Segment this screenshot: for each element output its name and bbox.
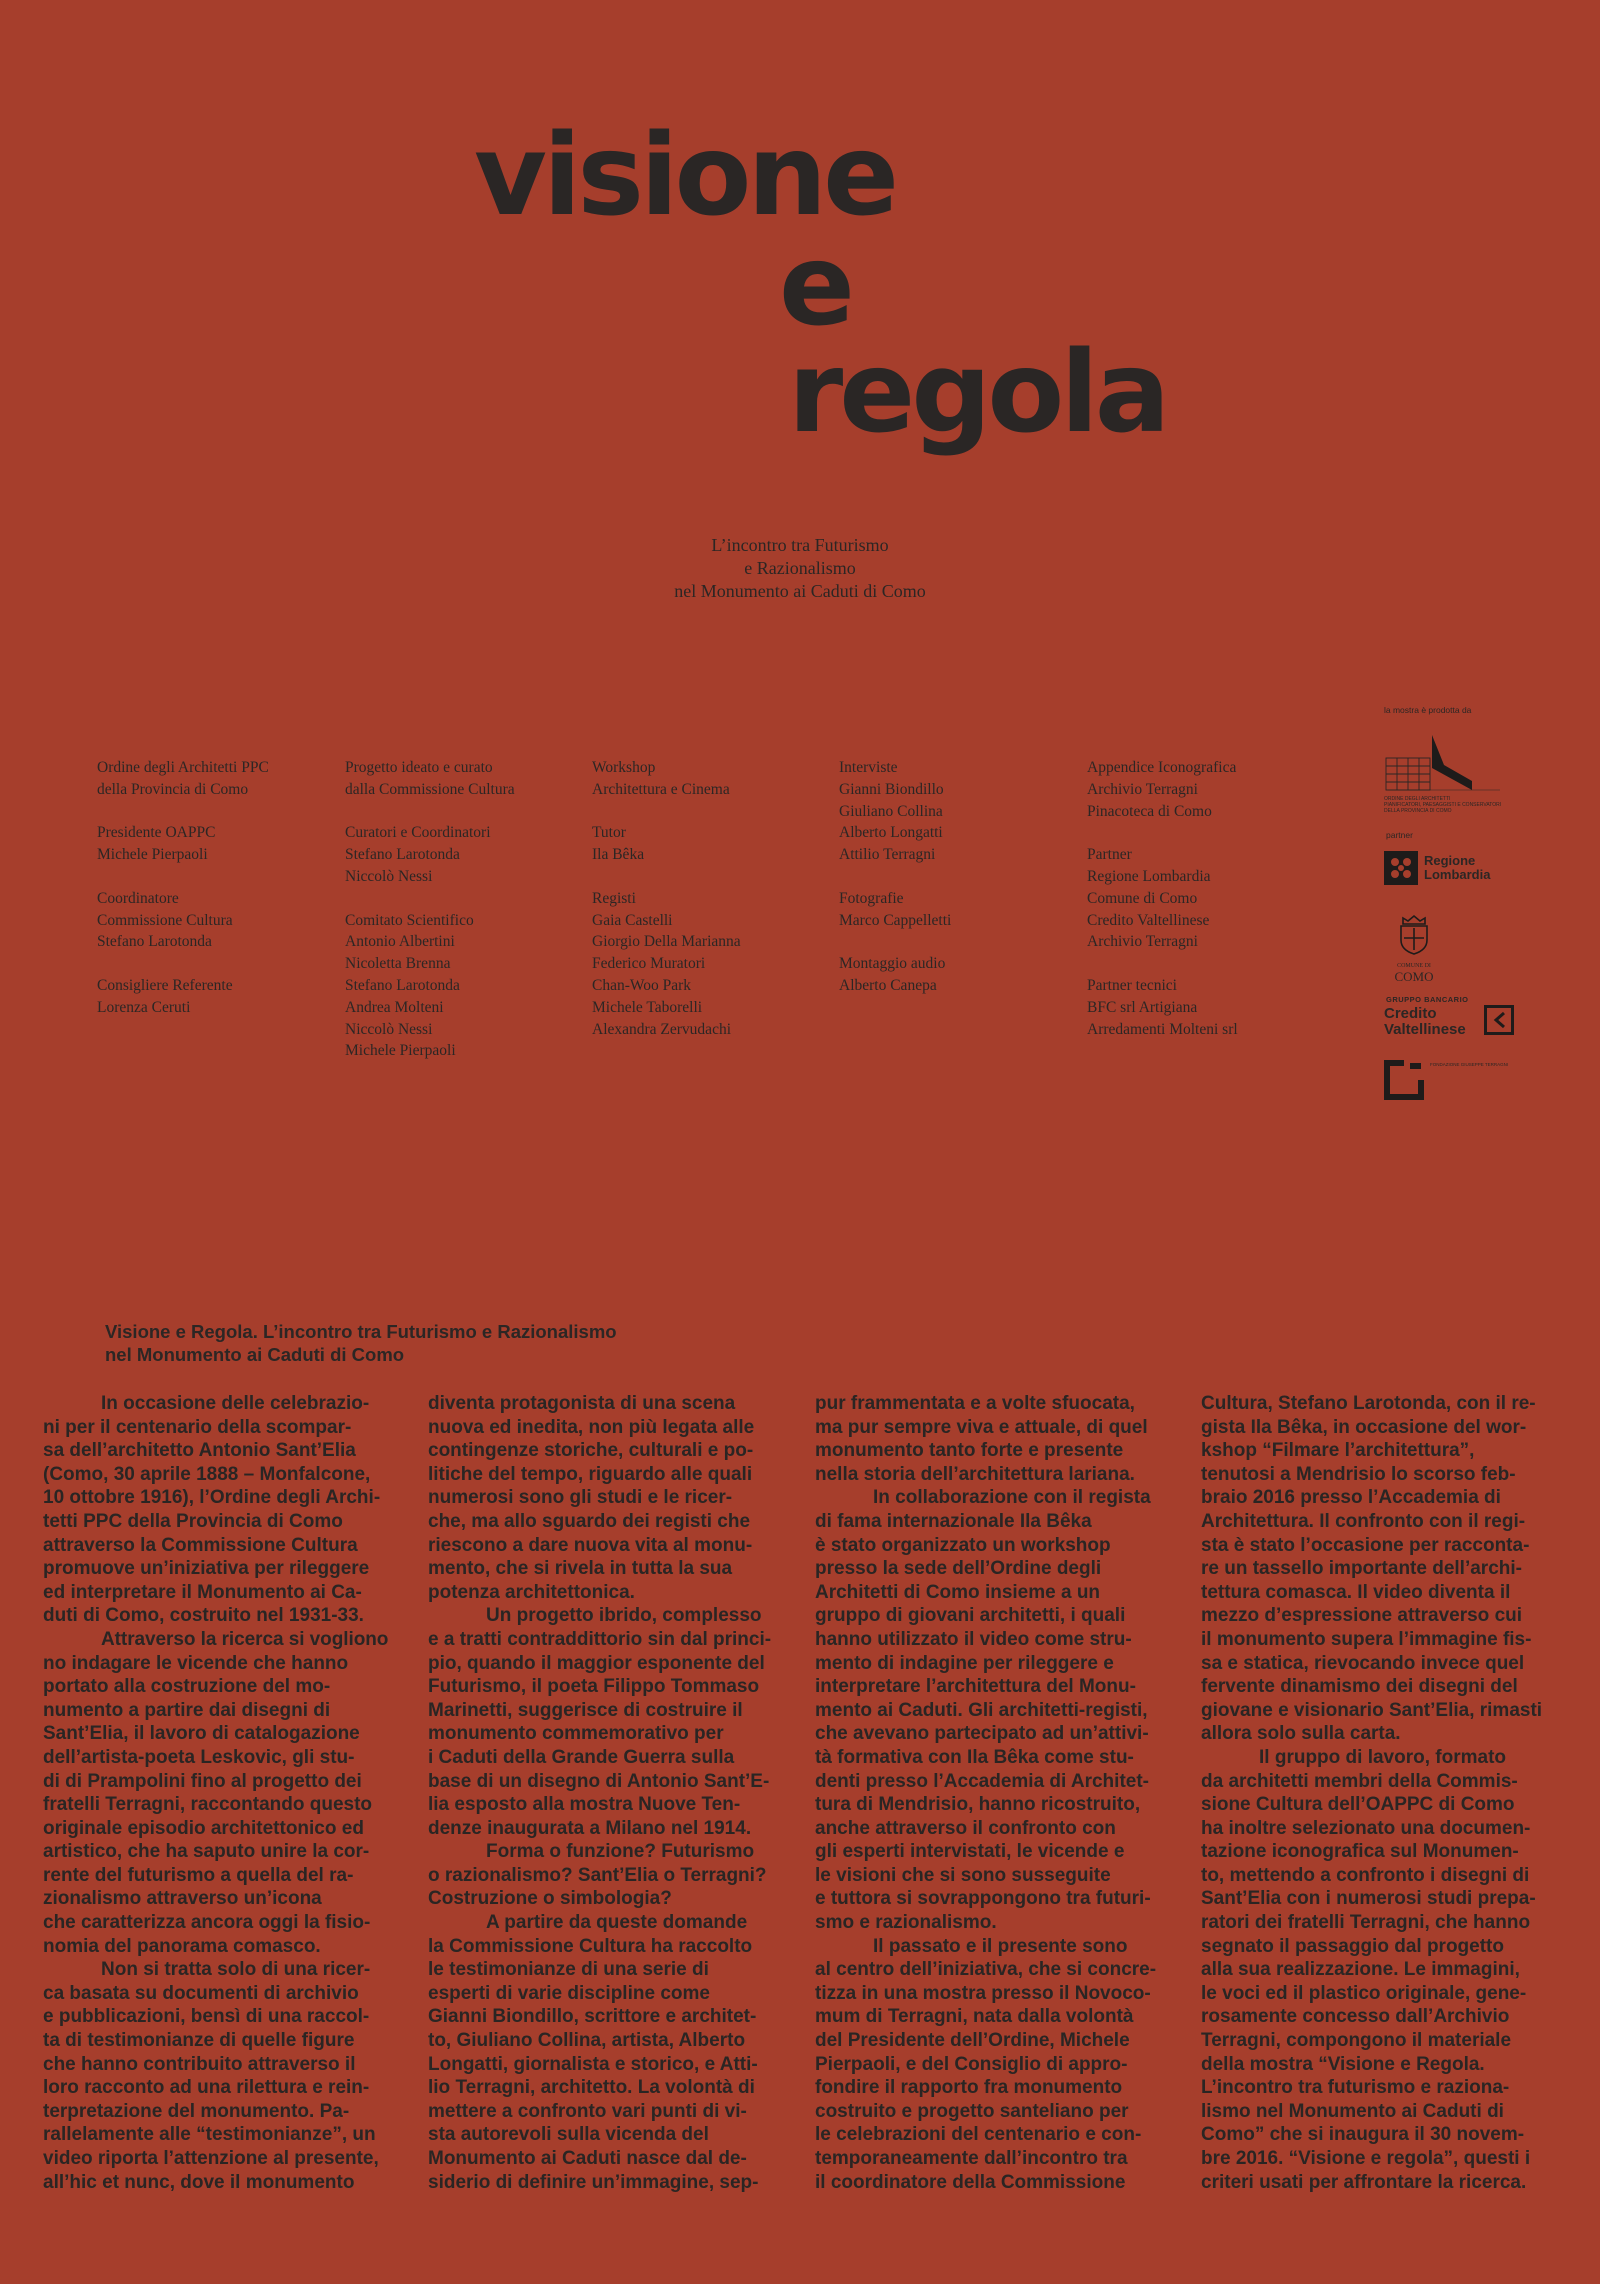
essay-line: pur frammentata e a volte sfuocata, bbox=[815, 1393, 1135, 1414]
essay-line: pio, quando il maggior esponente del bbox=[428, 1652, 765, 1674]
credit-line: Alberto Canepa bbox=[839, 976, 937, 994]
essay-line: Attraverso la ricerca si vogliono bbox=[101, 1628, 389, 1650]
essay-line: lismo nel Monumento ai Caduti di bbox=[1201, 2100, 1504, 2122]
credit-line: Commissione Cultura bbox=[97, 911, 233, 929]
essay-line: della mostra “Visione e Regola. bbox=[1201, 2053, 1485, 2075]
essay-line: In occasione delle celebrazio- bbox=[101, 1393, 370, 1414]
essay-line: giovane e visionario Sant’Elia, rimasti bbox=[1201, 1699, 1543, 1721]
fondazione-terragni-logo bbox=[1384, 1060, 1424, 1100]
credit-line: Niccolò Nessi bbox=[345, 1020, 433, 1038]
essay-line: sta è stato l’occasione per racconta- bbox=[1201, 1534, 1530, 1556]
essay-line: video riporta l’attenzione al presente, bbox=[43, 2148, 379, 2169]
essay-line: nuova ed inedita, non più legata alle bbox=[428, 1416, 755, 1438]
essay-line: base di un disegno di Antonio Sant’E- bbox=[428, 1770, 770, 1792]
credit-line: Michele Pierpaoli bbox=[345, 1042, 456, 1060]
essay-line: dell’artista-poeta Leskovic, gli stu- bbox=[43, 1746, 355, 1768]
essay-line: rosamente concesso dall’Archivio bbox=[1201, 2006, 1510, 2028]
credit-line: Consigliere Referente bbox=[97, 976, 233, 994]
essay-line: tà formativa con Ila Bêka come stu- bbox=[815, 1746, 1134, 1768]
credit-line: Alexandra Zervudachi bbox=[592, 1020, 732, 1038]
essay-line: sa e statica, rievocando invece quel bbox=[1201, 1652, 1525, 1674]
essay-line: sione Cultura dell’OAPPC di Como bbox=[1201, 1794, 1515, 1816]
essay-line: mento ai Caduti. Gli architetti-registi, bbox=[815, 1699, 1148, 1721]
essay-line: Sant’Elia con i numerosi studi prepa- bbox=[1201, 1888, 1536, 1910]
essay-heading: Visione e Regola. L’incontro tra Futurismo e Razionalismo nel Monumento ai Caduti di Como bbox=[105, 1321, 617, 1365]
essay-line: duti di Como, costruito nel 1931-33. bbox=[43, 1605, 364, 1627]
credit-line: Coordinatore bbox=[97, 889, 179, 907]
credit-line: BFC srl Artigiana bbox=[1087, 998, 1198, 1016]
essay-column-3 bbox=[815, 1392, 1160, 2194]
essay-line: monumento commemorativo per bbox=[428, 1723, 724, 1745]
essay-line: Pierpaoli, e del Consiglio di appro- bbox=[815, 2053, 1128, 2075]
credito-valtellinese-logo: GRUPPO BANCARIO Credito Valtellinese bbox=[1384, 995, 1469, 1037]
essay-line: attraverso la Commissione Cultura bbox=[43, 1534, 358, 1556]
credit-line: Registi bbox=[592, 889, 636, 907]
essay-line: e tuttora si sovrappongono tra futuri- bbox=[815, 1888, 1151, 1910]
essay-line: Il passato e il presente sono bbox=[873, 1935, 1128, 1957]
essay-line: criteri usati per affrontare la ricerca. bbox=[1201, 2171, 1527, 2193]
credit-line: Appendice Iconografica bbox=[1087, 759, 1237, 776]
essay-line: o razionalismo? Sant’Elia o Terragni? bbox=[428, 1864, 767, 1886]
essay-line: segnato il passaggio dal progetto bbox=[1201, 1935, 1504, 1957]
credit-line: Regione Lombardia bbox=[1087, 867, 1211, 885]
essay-line: In collaborazione con il regista bbox=[873, 1487, 1151, 1509]
essay-line: interpretare l’architettura del Monu- bbox=[815, 1676, 1136, 1698]
essay-line: tettura comasca. Il video diventa il bbox=[1201, 1581, 1511, 1603]
comune-como-crest-icon bbox=[1391, 910, 1437, 956]
essay-line: fervente dinamismo dei disegni del bbox=[1201, 1676, 1518, 1698]
essay-line: denze inaugurata a Milano nel 1914. bbox=[428, 1817, 752, 1839]
credit-line: Progetto ideato e curato bbox=[345, 759, 493, 776]
essay-line: hanno utilizzato il video come stru- bbox=[815, 1628, 1132, 1650]
credits-column-3 bbox=[592, 757, 822, 1062]
credit-group bbox=[345, 910, 575, 1063]
essay-line: Futurismo, il poeta Filippo Tommaso bbox=[428, 1676, 760, 1698]
essay-line: A partire da queste domande bbox=[486, 1912, 748, 1934]
essay-line: presso la sede dell’Ordine degli bbox=[815, 1558, 1102, 1580]
essay-line: to, mettendo a confronto i disegni di bbox=[1201, 1864, 1530, 1886]
credit-line: della Provincia di Como bbox=[97, 780, 249, 798]
essay-line: fratelli Terragni, raccontando questo bbox=[43, 1794, 373, 1816]
essay-line: Gianni Biondillo, scrittore e architet- bbox=[428, 2006, 757, 2028]
essay-line: gruppo di giovani architetti, i quali bbox=[815, 1605, 1126, 1627]
essay-line: ca basata su documenti di archivio bbox=[43, 1982, 359, 2004]
essay-line: la Commissione Cultura ha raccolto bbox=[428, 1935, 753, 1957]
essay-line: è stato organizzato un workshop bbox=[815, 1534, 1111, 1556]
essay-line: loro racconto ad una rilettura e rein- bbox=[43, 2077, 370, 2099]
essay-line: Il gruppo di lavoro, formato bbox=[1259, 1746, 1506, 1768]
essay-line: ta di testimonianze di quelle figure bbox=[43, 2030, 355, 2052]
credit-group bbox=[1087, 975, 1317, 1040]
credit-line: Gaia Castelli bbox=[592, 911, 673, 929]
credit-line: Partner tecnici bbox=[1087, 976, 1177, 994]
essay-line: le celebrazioni del centenario e con- bbox=[815, 2124, 1142, 2146]
subtitle-line: nel Monumento ai Caduti di Como bbox=[674, 581, 926, 601]
essay-line: numento a partire dai disegni di bbox=[43, 1699, 331, 1721]
credit-line: Marco Cappelletti bbox=[839, 911, 952, 929]
fondazione-terragni-text: FONDAZIONE GIUSEPPE TERRAGNI bbox=[1430, 1062, 1509, 1067]
essay-line: le visioni che si sono susseguite bbox=[815, 1864, 1111, 1886]
essay-line: smo e razionalismo. bbox=[815, 1912, 997, 1934]
essay-line: costruito e progetto santeliano per bbox=[815, 2100, 1129, 2122]
credit-line: Michele Taborelli bbox=[592, 998, 703, 1016]
essay-line: ed interpretare il Monumento ai Ca- bbox=[43, 1581, 362, 1603]
essay-line: (Como, 30 aprile 1888 – Monfalcone, bbox=[43, 1463, 371, 1485]
subtitle-line: e Razionalismo bbox=[744, 558, 856, 578]
essay-line: originale episodio architettonico ed bbox=[43, 1817, 364, 1839]
credits-column-4 bbox=[839, 757, 1069, 1019]
credit-group bbox=[592, 822, 822, 866]
essay-line: il coordinatore della Commissione bbox=[815, 2171, 1126, 2193]
credit-line: Giuliano Collina bbox=[839, 802, 943, 820]
essay-column-1 bbox=[43, 1392, 388, 2194]
essay-line: mento, che si rivela in tutta la sua bbox=[428, 1558, 733, 1580]
essay-line: ratori dei fratelli Terragni, che hanno bbox=[1201, 1912, 1531, 1934]
essay-line: il monumento supera l’immagine fis- bbox=[1201, 1628, 1532, 1650]
essay-line: ma pur sempre viva e attuale, di quel bbox=[815, 1416, 1148, 1438]
essay-line: di fama internazionale Ila Bêka bbox=[815, 1510, 1092, 1532]
essay-line: lia esposto alla mostra Nuove Ten- bbox=[428, 1794, 741, 1816]
regione-lombardia-logo bbox=[1384, 850, 1490, 886]
essay-line: bre 2016. “Visione e regola”, questi i bbox=[1201, 2148, 1531, 2169]
credit-line: Giorgio Della Marianna bbox=[592, 933, 741, 951]
essay-line: 10 ottobre 1916), l’Ordine degli Archi- bbox=[43, 1487, 381, 1509]
essay-line: braio 2016 presso l’Accademia di bbox=[1201, 1487, 1501, 1509]
essay-line: no indagare le vicende che hanno bbox=[43, 1652, 349, 1674]
essay-line: temporaneamente dall’incontro tra bbox=[815, 2148, 1128, 2169]
essay-line: nella storia dell’architettura lariana. bbox=[815, 1463, 1135, 1485]
essay-line: Longatti, giornalista e storico, e Atti- bbox=[428, 2053, 758, 2075]
essay-line: i Caduti della Grande Guerra sulla bbox=[428, 1746, 735, 1768]
title-regola: regola bbox=[788, 328, 1167, 458]
essay-line: Monumento ai Caduti nasce dal de- bbox=[428, 2148, 747, 2169]
credit-group bbox=[1087, 757, 1317, 822]
essay-line: artistico, che ha saputo unire la cor- bbox=[43, 1841, 370, 1863]
essay-line: riescono a dare nuova vita al monu- bbox=[428, 1534, 753, 1556]
credit-group bbox=[345, 822, 575, 887]
essay-line: potenza architettonica. bbox=[428, 1581, 635, 1603]
essay-line: e a tratti contraddittorio sin dal princi- bbox=[428, 1628, 772, 1650]
credit-line: Ordine degli Architetti PPC bbox=[97, 759, 269, 776]
credit-line: Nicoletta Brenna bbox=[345, 955, 451, 973]
essay-line: esperti di varie discipline come bbox=[428, 1982, 710, 2004]
credit-group bbox=[839, 953, 1069, 997]
essay-line: Forma o funzione? Futurismo bbox=[486, 1841, 755, 1863]
essay-line: le testimonianze di una serie di bbox=[428, 1959, 709, 1981]
essay-line: terpretazione del monumento. Pa- bbox=[43, 2100, 350, 2122]
essay-line: Cultura, Stefano Larotonda, con il re- bbox=[1201, 1393, 1536, 1414]
credit-line: Stefano Larotonda bbox=[97, 933, 212, 951]
essay-line: fondire il rapporto fra monumento bbox=[815, 2077, 1123, 2099]
credit-line: Chan-Woo Park bbox=[592, 976, 692, 994]
essay-line: mettere a confronto vari punti di vi- bbox=[428, 2100, 747, 2122]
essay-line: tizza in una mostra presso il Novoco- bbox=[815, 1982, 1151, 2004]
credit-line: Gianni Biondillo bbox=[839, 780, 944, 798]
essay-line: zionalismo attraverso un’icona bbox=[43, 1888, 322, 1910]
essay-line: mum di Terragni, nata dalla volontà bbox=[815, 2006, 1134, 2028]
essay-line: ha inoltre selezionato una documen- bbox=[1201, 1817, 1531, 1839]
credit-line: Attilio Terragni bbox=[839, 846, 936, 864]
essay-line: tenutosi a Mendrisio lo scorso feb- bbox=[1201, 1463, 1516, 1485]
essay-line: numerosi sono gli studi e le ricer- bbox=[428, 1487, 733, 1509]
credit-line: Montaggio audio bbox=[839, 955, 946, 973]
essay-line: gli esperti intervistati, le vicende e bbox=[815, 1841, 1125, 1863]
ordine-architetti-logo bbox=[1384, 733, 1504, 793]
ordine-architetti-text: ORDINE DEGLI ARCHITETTI PIANIFICATORI, PAESAGGISTI E CONSERVATORI DELLA PROVINCIA DI COMO bbox=[1384, 796, 1502, 814]
essay-line: tetti PPC della Provincia di Como bbox=[43, 1510, 343, 1532]
essay-line: rente del futurismo a quella del ra- bbox=[43, 1864, 354, 1886]
essay-line: Non si tratta solo di una ricer- bbox=[101, 1959, 371, 1981]
essay-line: Terragni, compongono il materiale bbox=[1201, 2030, 1512, 2052]
essay-line: L’incontro tra futurismo e raziona- bbox=[1201, 2077, 1510, 2099]
essay-line: che avevano partecipato ad un’attivi- bbox=[815, 1723, 1149, 1745]
produced-by-label: la mostra è prodotta da bbox=[1384, 705, 1472, 715]
credit-line: Niccolò Nessi bbox=[345, 867, 433, 885]
credit-group bbox=[345, 757, 575, 801]
credit-line: Federico Muratori bbox=[592, 955, 706, 973]
credit-group bbox=[97, 822, 327, 866]
credits-column-5 bbox=[1087, 757, 1317, 1062]
credit-group bbox=[592, 757, 822, 801]
essay-line: del Presidente dell’Ordine, Michele bbox=[815, 2030, 1130, 2052]
credit-line: Pinacoteca di Como bbox=[1087, 802, 1212, 820]
credits-column-2 bbox=[345, 757, 575, 1084]
essay-column-2 bbox=[428, 1392, 773, 2194]
essay-column-4 bbox=[1201, 1392, 1546, 2194]
credit-line: Tutor bbox=[592, 824, 626, 842]
essay-line: rallelamente alle “testimonianze”, un bbox=[43, 2124, 376, 2146]
essay-line: ni per il centenario della scompar- bbox=[43, 1416, 352, 1438]
essay-line: che hanno contribuito attraverso il bbox=[43, 2053, 356, 2075]
partner-label: partner bbox=[1386, 830, 1413, 840]
credit-line: Comitato Scientifico bbox=[345, 911, 474, 929]
credit-group bbox=[592, 888, 822, 1041]
credit-group bbox=[97, 888, 327, 953]
credit-line: Credito Valtellinese bbox=[1087, 911, 1210, 929]
essay-line: di di Prampolini fino al progetto dei bbox=[43, 1770, 362, 1792]
essay-line: to, Giuliano Collina, artista, Alberto bbox=[428, 2030, 746, 2052]
credit-line: Stefano Larotonda bbox=[345, 976, 460, 994]
essay-line: Architettura. Il confronto con il regi- bbox=[1201, 1510, 1526, 1532]
credit-group bbox=[839, 888, 1069, 932]
essay-line: Como” che si inaugura il 30 novem- bbox=[1201, 2124, 1525, 2146]
essay-line: nomia del panorama comasco. bbox=[43, 1935, 321, 1957]
credit-line: Archivio Terragni bbox=[1087, 933, 1198, 951]
essay-line: lio Terragni, architetto. La volontà di bbox=[428, 2077, 755, 2099]
credit-line: Michele Pierpaoli bbox=[97, 846, 208, 864]
credit-line: Curatori e Coordinatori bbox=[345, 824, 491, 842]
essay-line: kshop “Filmare l’architettura”, bbox=[1201, 1440, 1475, 1462]
credit-line: Workshop bbox=[592, 759, 656, 776]
credits-column-1 bbox=[97, 757, 327, 1040]
essay-line: litiche del tempo, riguardo alle quali bbox=[428, 1463, 753, 1485]
essay-line: portato alla costruzione del mo- bbox=[43, 1676, 331, 1698]
title-e: e bbox=[779, 221, 851, 351]
essay-line: anche attraverso il confronto con bbox=[815, 1817, 1116, 1839]
credit-group bbox=[1087, 844, 1317, 953]
credit-line: Lorenza Ceruti bbox=[97, 998, 191, 1016]
essay-line: all’hic et nunc, dove il monumento bbox=[43, 2171, 355, 2193]
subtitle-line: L’incontro tra Futurismo bbox=[711, 535, 889, 555]
essay-line: le voci ed il plastico originale, gene- bbox=[1201, 1982, 1527, 2004]
essay-line: Architetti di Como insieme a un bbox=[815, 1581, 1101, 1603]
essay-line: promuove un’iniziativa per rileggere bbox=[43, 1558, 370, 1580]
title-visione: visione bbox=[474, 111, 896, 241]
credit-group bbox=[839, 757, 1069, 866]
essay-line: mezzo d’espressione attraverso cui bbox=[1201, 1605, 1523, 1627]
credit-line: Archivio Terragni bbox=[1087, 780, 1198, 798]
comune-como-logo bbox=[1384, 910, 1444, 984]
essay-line: Marinetti, suggerisce di costruire il bbox=[428, 1699, 743, 1721]
essay-line: denti presso l’Accademia di Architet- bbox=[815, 1770, 1149, 1792]
subtitle bbox=[540, 534, 1060, 603]
credit-line: Architettura e Cinema bbox=[592, 780, 730, 798]
essay-line: gista Ila Bêka, in occasione del wor- bbox=[1201, 1416, 1527, 1438]
credit-group bbox=[97, 975, 327, 1019]
credit-line: Presidente OAPPC bbox=[97, 824, 216, 842]
essay-line: e pubblicazioni, bensì di una raccol- bbox=[43, 2006, 370, 2028]
essay-line: da architetti membri della Commis- bbox=[1201, 1770, 1518, 1792]
credit-line: Fotografie bbox=[839, 889, 904, 907]
essay-line: che caratterizza ancora oggi la fisio- bbox=[43, 1912, 371, 1934]
comune-como-name: COMUNE DI COMO bbox=[1394, 963, 1434, 984]
credit-line: Alberto Longatti bbox=[839, 824, 943, 842]
regione-lombardia-name: Regione Lombardia bbox=[1424, 853, 1491, 882]
essay-line: Sant’Elia, il lavoro di catalogazione bbox=[43, 1723, 360, 1745]
credit-line: Stefano Larotonda bbox=[345, 846, 460, 864]
essay-line: tura di Mendrisio, hanno ricostruito, bbox=[815, 1794, 1141, 1816]
regione-lombardia-icon bbox=[1384, 851, 1418, 885]
essay-line: diventa protagonista di una scena bbox=[428, 1393, 736, 1414]
credit-line: Antonio Albertini bbox=[345, 933, 455, 951]
credit-line: Arredamenti Molteni srl bbox=[1087, 1020, 1238, 1038]
essay-line: sta autorevoli sulla vicenda del bbox=[428, 2124, 709, 2146]
essay-line: Costruzione o simbologia? bbox=[428, 1888, 672, 1910]
credit-group bbox=[97, 757, 327, 801]
credit-line: Andrea Molteni bbox=[345, 998, 444, 1016]
credit-line: Partner bbox=[1087, 846, 1132, 864]
logos-area bbox=[1384, 700, 1584, 1110]
essay-line: monumento tanto forte e presente bbox=[815, 1440, 1124, 1462]
credit-line: dalla Commissione Cultura bbox=[345, 780, 515, 798]
essay-line: re un tassello importante dell’archi- bbox=[1201, 1558, 1522, 1580]
essay-line: alla sua realizzazione. Le immagini, bbox=[1201, 1959, 1520, 1981]
essay-line: mento di indagine per rileggere e bbox=[815, 1652, 1114, 1674]
essay-line: al centro dell’iniziativa, che si concre- bbox=[815, 1959, 1157, 1981]
credit-line: Comune di Como bbox=[1087, 889, 1198, 907]
essay-line: siderio di definire un’immagine, sep- bbox=[428, 2171, 759, 2193]
essay-line: sa dell’architetto Antonio Sant’Elia bbox=[43, 1440, 356, 1462]
credit-line: Interviste bbox=[839, 759, 898, 776]
essay-line: Un progetto ibrido, complesso bbox=[486, 1605, 762, 1627]
essay-line: tazione iconografica sul Monumen- bbox=[1201, 1841, 1519, 1863]
credit-line: Ila Bêka bbox=[592, 846, 645, 864]
essay-line: contingenze storiche, culturali e po- bbox=[428, 1440, 754, 1462]
essay-line: che, ma allo sguardo dei registi che bbox=[428, 1510, 751, 1532]
credito-valtellinese-mark-icon bbox=[1484, 1005, 1514, 1035]
essay-line: allora solo sulla carta. bbox=[1201, 1723, 1401, 1745]
